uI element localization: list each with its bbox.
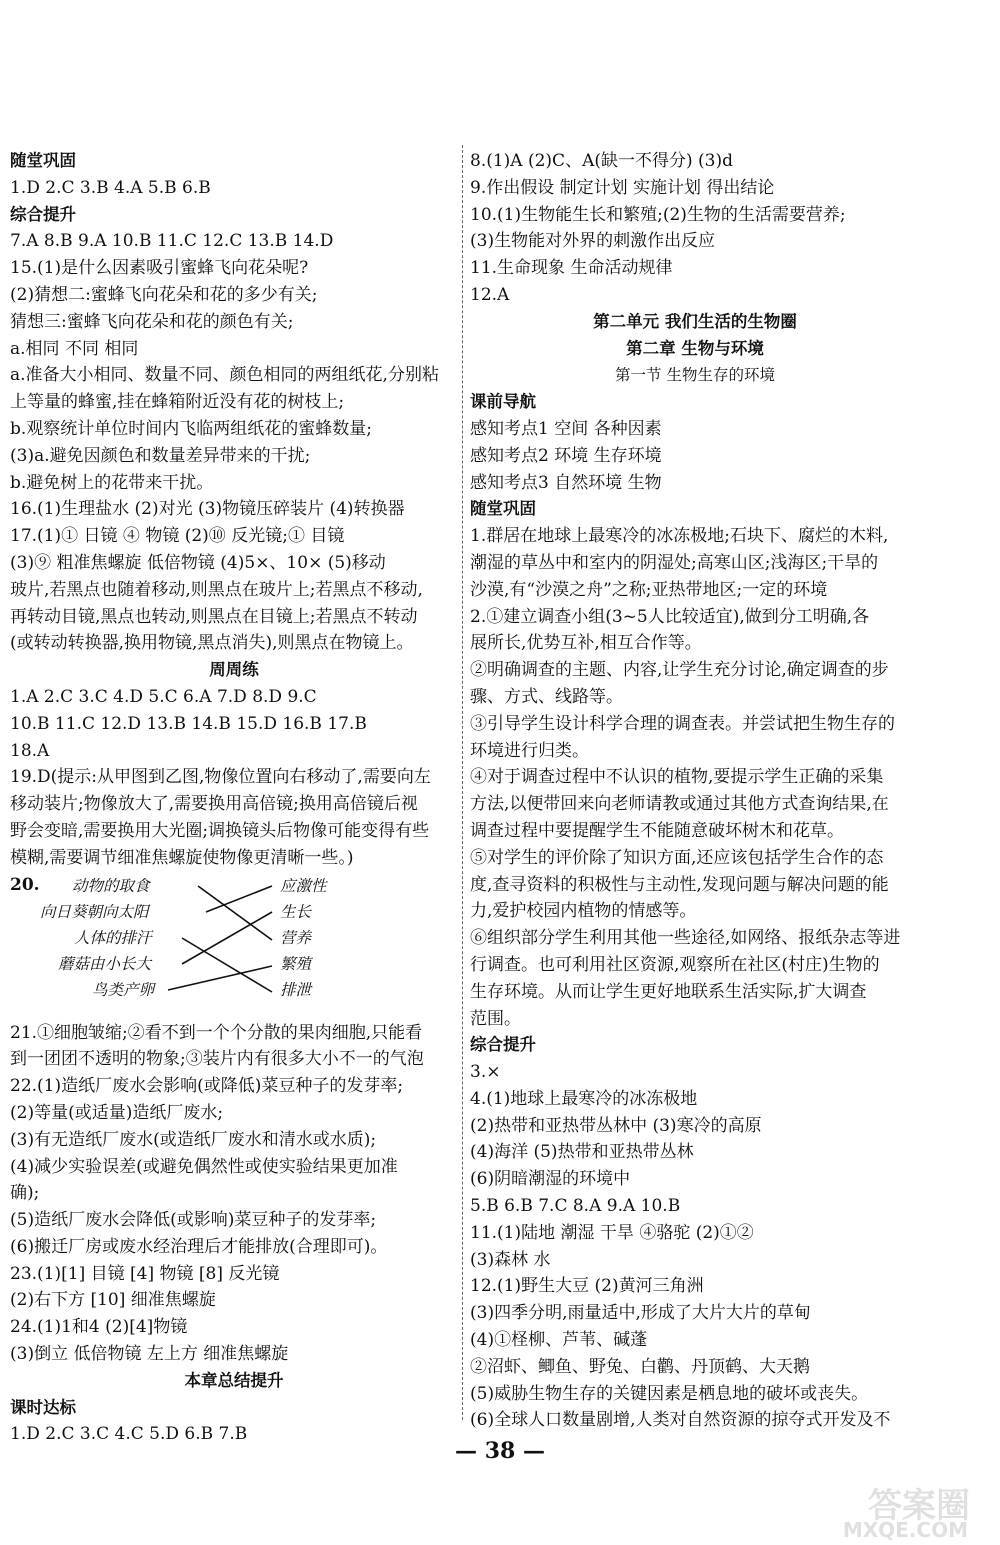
section-heading: 课时达标 [10,1397,76,1417]
answer-line: 2.①建立调查小组(3~5人比较适宜),做到分工明确,各 [470,606,870,627]
q20-left-item-3: 人体的排汗 [74,928,152,947]
answer-line: (3)生物能对外界的刺激作出反应 [470,231,716,252]
answer-line: 18.A [10,740,50,761]
answer-line: 展所长,优势互补,相互合作等。 [470,633,702,654]
section-heading: 课前导航 [470,392,536,412]
answer-line: 22.(1)造纸厂废水会影响(或降低)菜豆种子的发芽率; [10,1076,404,1097]
answer-line: (4)减少实验误差(或避免偶然性或使实验结果更加准 [10,1156,398,1177]
answer-line: 环境进行归类。 [470,740,589,761]
answer-line: 21.①细胞皱缩;②看不到一个个分散的果肉细胞,只能看 [10,1022,423,1043]
q20-right-item-2: 生长 [280,902,312,921]
column-divider [462,145,463,1420]
left-column [10,148,458,1448]
answer-line: 力,爱护校园内植物的情感等。 [470,901,697,922]
answer-line: (3)有无造纸厂废水(或造纸厂废水和清水或水质); [10,1129,377,1150]
answer-line: (2)猜想二:蜜蜂飞向花朵和花的多少有关; [10,284,318,305]
answer-line: (2)热带和亚热带丛林中 (3)寒冷的高原 [470,1115,762,1136]
answer-line: (或转动转换器,换用物镜,黑点消失),则黑点在物镜上。 [10,633,414,654]
section-title: 第二单元 我们生活的生物圈 [593,311,797,331]
answer-line: 潮湿的草丛中和室内的阴湿处;高寒山区;浅海区;干旱的 [470,552,879,573]
answer-line: b.观察统计单位时间内飞临两组纸花的蜜蜂数量; [10,418,373,439]
answer-line: ②沼虾、鲫鱼、野兔、白鹳、丹顶鹤、大天鹅 [470,1356,810,1377]
answer-line: 感知考点1 空间 各种因素 [470,418,662,439]
answer-line: 10.(1)生物能生长和繁殖;(2)生物的生活需要营养; [470,204,846,225]
section-heading: 综合提升 [470,1035,536,1055]
answer-line: 12.A [470,284,510,305]
answer-line: a.准备大小相同、数量不同、颜色相同的两组纸花,分别粘 [10,365,439,386]
section-title: 周周练 [209,660,259,680]
answer-line: 7.A 8.B 9.A 10.B 11.C 12.C 13.B 14.D [10,231,334,252]
left-answers-part2 [10,1020,458,1449]
q20-left-item-1: 动物的取食 [72,876,150,895]
q20-right-item-5: 排泄 [280,980,312,999]
watermark-logo: 答案圈 MXQE.COM [842,1486,970,1542]
answer-line: 到一团团不透明的物象;③装片内有很多大小不一的气泡 [10,1049,424,1070]
q20-left-item-4: 蘑菇由小长大 [58,954,152,973]
answer-line: b.避免树上的花带来干扰。 [10,472,214,493]
answer-line: (4)海洋 (5)热带和亚热带丛林 [470,1142,694,1163]
answer-line: (3)⑨ 粗准焦螺旋 低倍物镜 (4)5×、10× (5)移动 [10,552,386,573]
answer-line: (3)森林 水 [470,1249,551,1270]
answer-line: (6)搬迁厂房或废水经治理后才能排放(合理即可)。 [10,1236,388,1257]
page-number: — 38 — [455,1438,545,1464]
answer-line: 1.D 2.C 3.C 4.C 5.D 6.B 7.B [10,1424,248,1445]
answer-line: ⑤对学生的评价除了知识方面,还应该包括学生合作的态 [470,847,884,868]
answer-line: ③引导学生设计科学合理的调查表。并尝试把生物生存的 [470,713,895,734]
answer-line: (2)右下方 [10] 细准焦螺旋 [10,1290,216,1311]
answer-line: (6)阴暗潮湿的环境中 [470,1169,631,1190]
answer-line: (5)威胁生物生存的关键因素是栖息地的破坏或丧失。 [470,1383,869,1404]
section-title: 本章总结提升 [184,1370,284,1390]
right-answers [470,148,920,1434]
answer-line: (2)等量(或适量)造纸厂废水; [10,1102,224,1123]
section-title: 第二章 生物与环境 [626,338,764,358]
answer-line: 生存环境。从而让学生更好地联系生活实际,扩大调查 [470,981,867,1002]
answer-line: 10.B 11.C 12.D 13.B 14.B 15.D 16.B 17.B [10,713,367,734]
answer-line: 范围。 [470,1008,521,1029]
answer-line: 8.(1)A (2)C、A(缺一不得分) (3)d [470,151,733,171]
answer-line: a.相同 不同 相同 [10,338,139,359]
section-heading: 随堂巩固 [470,499,536,519]
answer-line: 确); [10,1183,40,1204]
answer-line: 上等量的蜂蜜,挂在蜂箱附近没有花的树枝上; [10,392,345,413]
answer-line: 5.B 6.B 7.C 8.A 9.A 10.B [470,1196,681,1217]
answer-line: 11.生命现象 生命活动规律 [470,258,673,279]
answer-line: 9.作出假设 制定计划 实施计划 得出结论 [470,177,775,198]
answer-line: 24.(1)1和4 (2)[4]物镜 [10,1317,188,1338]
answer-line: 16.(1)生理盐水 (2)对光 (3)物镜压碎装片 (4)转换器 [10,499,405,520]
answer-line: 感知考点2 环境 生存环境 [470,445,662,466]
section-title: 第一节 生物生存的环境 [615,366,775,385]
answer-line: 15.(1)是什么因素吸引蜜蜂飞向花朵呢? [10,258,309,279]
answer-line: 19.D(提示:从甲图到乙图,物像位置向右移动了,需要向左 [10,767,431,788]
answer-line: 行调查。也可利用社区资源,观察所在社区(村庄)生物的 [470,954,880,975]
answer-line: (3)四季分明,雨量适中,形成了大片大片的草甸 [470,1303,811,1324]
answer-line: 模糊,需要调节细准焦螺旋使物像更清晰一些。) [10,847,354,868]
left-answers-part1 [10,148,458,872]
question-20-matching [10,872,458,1020]
answer-line: 沙漠,有“沙漠之舟”之称;亚热带地区;一定的环境 [470,579,828,600]
answer-line: 17.(1)① 日镜 ④ 物镜 (2)⑩ 反光镜;① 目镜 [10,526,345,547]
q20-right-item-4: 繁殖 [280,954,312,973]
answer-line: (4)①柽柳、芦苇、碱蓬 [470,1330,648,1351]
answer-line: (6)全球人口数量剧增,人类对自然资源的掠夺式开发及不 [470,1410,891,1431]
answer-line: 骤、方式、线路等。 [470,686,623,707]
answer-line: 再转动目镜,黑点也转动,则黑点在目镜上;若黑点不转动 [10,606,418,627]
answer-line: 移动装片;物像放大了,需要换用高倍镜;换用高倍镜后视 [10,794,418,815]
answer-line: 1.D 2.C 3.B 4.A 5.B 6.B [10,177,211,198]
answer-line: ②明确调查的主题、内容,让学生充分讨论,确定调查的步 [470,660,889,681]
answer-line: (5)造纸厂废水会降低(或影响)菜豆种子的发芽率; [10,1210,377,1231]
answer-line: 12.(1)野生大豆 (2)黄河三角洲 [470,1276,704,1297]
answer-line: 方法,以便带回来向老师请教或通过其他方式查询结果,在 [470,794,889,815]
answer-line: ④对于调查过程中不认识的植物,要提示学生正确的采集 [470,767,884,788]
q20-left-item-2: 向日葵朝向太阳 [40,902,149,921]
answer-line: 野会变暗,需要换用大光圈;调换镜头后物像可能变得有些 [10,820,430,841]
answer-line: 1.A 2.C 3.C 4.D 5.C 6.A 7.D 8.D 9.C [10,686,317,707]
answer-line: 猜想三:蜜蜂飞向花朵和花的颜色有关; [10,311,294,332]
q20-right-item-1: 应激性 [280,876,327,895]
answer-line: 23.(1)[1] 目镜 [4] 物镜 [8] 反光镜 [10,1263,280,1284]
right-column [470,148,920,1434]
answer-line: 3.× [470,1062,501,1083]
answer-line: 4.(1)地球上最寒冷的冰冻极地 [470,1088,698,1109]
answer-line: 感知考点3 自然环境 生物 [470,472,662,493]
answer-line: 调查过程中要提醒学生不能随意破坏树木和花草。 [470,820,844,841]
section-heading: 综合提升 [10,204,76,224]
answer-line: ⑥组织部分学生利用其他一些途径,如网络、报纸杂志等进 [470,928,901,949]
answer-line: (3)倒立 低倍物镜 左上方 细准焦螺旋 [10,1344,289,1365]
q20-right-item-3: 营养 [280,928,312,947]
answer-line: 1.群居在地球上最寒冷的冰冻极地;石块下、腐烂的木料, [470,526,889,547]
answer-line: 11.(1)陆地 潮湿 干旱 ④骆驼 (2)①② [470,1222,754,1243]
q20-left-item-5: 鸟类产卵 [92,980,155,999]
answer-line: (3)a.避免因颜色和数量差异带来的干扰; [10,445,311,466]
section-heading: 随堂巩固 [10,151,76,170]
q20-number: 20. [10,874,40,895]
answer-line: 度,查寻资料的积极性与主动性,发现问题与解决问题的能 [470,874,889,895]
answer-line: 玻片,若黑点也随着移动,则黑点在玻片上;若黑点不移动, [10,579,423,600]
